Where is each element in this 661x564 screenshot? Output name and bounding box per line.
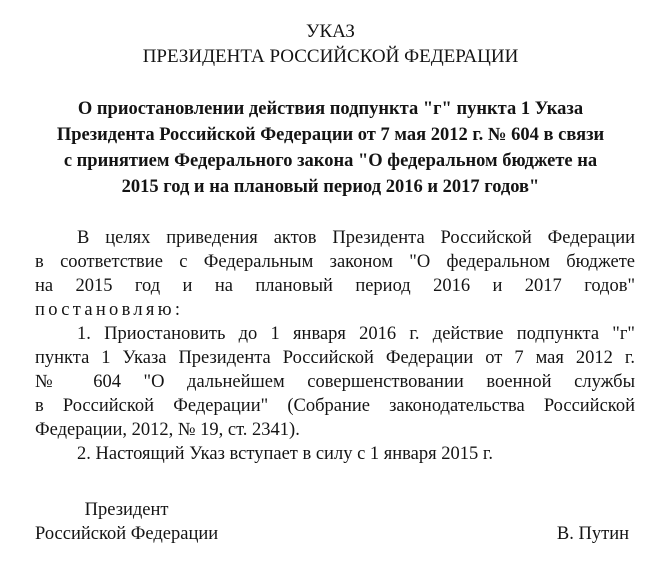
preamble-line: на 2015 год и на плановый период 2016 и 2017 годов" <box>35 276 635 296</box>
clause-1-line: в Российской Федерации" (Собрание законодательства Российской <box>35 396 635 416</box>
signer-title-line-2: Российской Федерации <box>35 524 219 544</box>
clause-1-line: № 604 "О дальнейшем совершенствовании военной службы <box>35 372 635 392</box>
clause-2: 2. Настоящий Указ вступает в силу с 1 января 2015 г. <box>77 444 494 464</box>
decree-title <box>10 96 651 200</box>
signer-name: В. Путин <box>556 524 629 544</box>
signer-title-line-1: Президент <box>84 500 169 520</box>
clause-1-line: 1. Приостановить до 1 января 2016 г. действие подпункта "г" <box>77 324 635 344</box>
clause-1-line: Федерации, 2012, № 19, ст. 2341). <box>35 420 300 440</box>
preamble-line: В целях приведения актов Президента Российской Федерации <box>77 228 635 248</box>
document-type-heading: УКАЗ <box>306 21 355 42</box>
decree-body <box>35 226 635 466</box>
clause-1-line: пункта 1 Указа Президента Российской Федерации от 7 мая 2012 г. <box>35 348 635 368</box>
issuer-heading: ПРЕЗИДЕНТА РОССИЙСКОЙ ФЕДЕРАЦИИ <box>142 46 519 67</box>
title-line: с принятием Федерального закона "О федеральном бюджете на <box>63 151 598 171</box>
title-line: Президента Российской Федерации от 7 мая 2012 г. № 604 в связи <box>56 125 605 145</box>
decree-word: постановляю: <box>35 300 184 320</box>
title-line: 2015 год и на плановый период 2016 и 2017 годов" <box>121 177 540 197</box>
title-line: О приостановлении действия подпункта "г" пункта 1 Указа <box>77 99 584 119</box>
preamble-line: в соответствие с Федеральным законом "О федеральном бюджете <box>35 252 635 272</box>
signer-title <box>35 498 218 546</box>
